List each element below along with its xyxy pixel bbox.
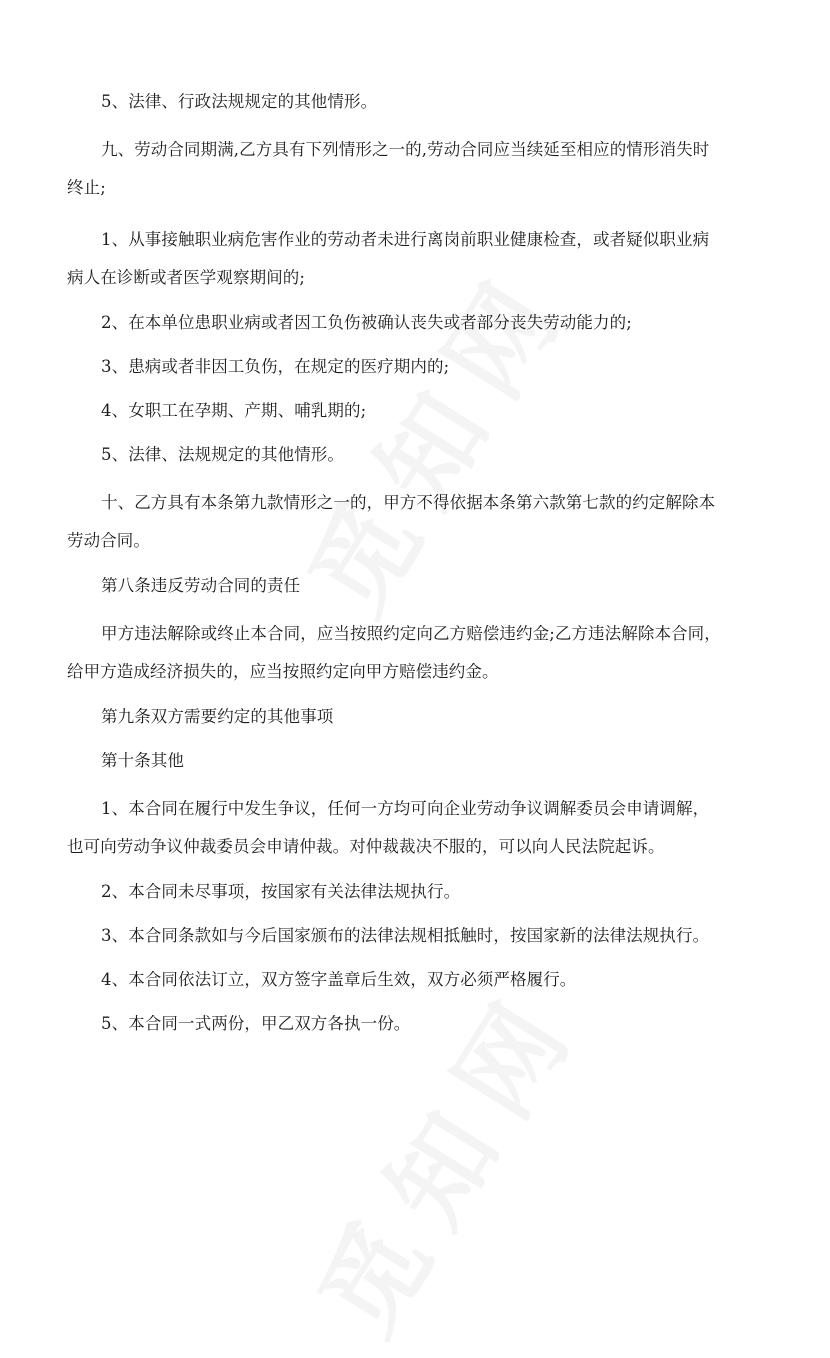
paragraph-line: 5、本合同一式两份，甲乙双方各执一份。 [101,1014,411,1033]
section-heading: 第九条双方需要约定的其他事项 [101,707,334,726]
paragraph-line: 十、乙方具有本条第九款情形之一的，甲方不得依据本条第六款第七款的约定解除本 [101,493,716,512]
paragraph-line: 1、从事接触职业病危害作业的劳动者未进行离岗前职业健康检查，或者疑似职业病 [101,230,710,249]
paragraph-line: 病人在诊断或者医学观察期间的; [67,268,306,287]
paragraph-line: 终止; [67,178,106,197]
paragraph-line: 劳动合同。 [67,531,150,550]
paragraph-line: 九、劳动合同期满,乙方具有下列情形之一的,劳动合同应当续延至相应的情形消失时 [101,140,710,159]
section-heading: 第十条其他 [101,751,184,770]
paragraph-line: 4、女职工在孕期、产期、哺乳期的; [101,401,367,420]
paragraph-line: 2、在本单位患职业病或者因工负伤被确认丧失或者部分丧失劳动能力的; [101,313,632,332]
paragraph-line: 4、本合同依法订立，双方签字盖章后生效，双方必须严格履行。 [101,970,577,989]
paragraph-line: 3、本合同条款如与今后国家颁布的法律法规相抵触时，按国家新的法律法规执行。 [101,926,710,945]
paragraph-line: 给甲方造成经济损失的，应当按照约定向甲方赔偿违约金。 [67,662,499,681]
watermark [267,232,598,637]
paragraph-line: 3、患病或者非因工负伤，在规定的医疗期内的; [101,357,450,376]
section-heading: 第八条违反劳动合同的责任 [101,576,301,595]
paragraph-line: 5、法律、法规规定的其他情形。 [101,445,344,464]
paragraph-line: 甲方违法解除或终止本合同，应当按照约定向乙方赔偿违约金;乙方违法解除本合同， [101,624,721,643]
paragraph-line: 1、本合同在履行中发生争议，任何一方均可向企业劳动争议调解委员会申请调解， [101,799,710,818]
paragraph-line: 2、本合同未尽事项，按国家有关法律法规执行。 [101,882,461,901]
paragraph-line: 5、法律、行政法规规定的其他情形。 [101,92,378,111]
paragraph-line: 也可向劳动争议仲裁委员会申请仲裁。对仲裁裁决不服的，可以向人民法院起诉。 [67,837,665,856]
